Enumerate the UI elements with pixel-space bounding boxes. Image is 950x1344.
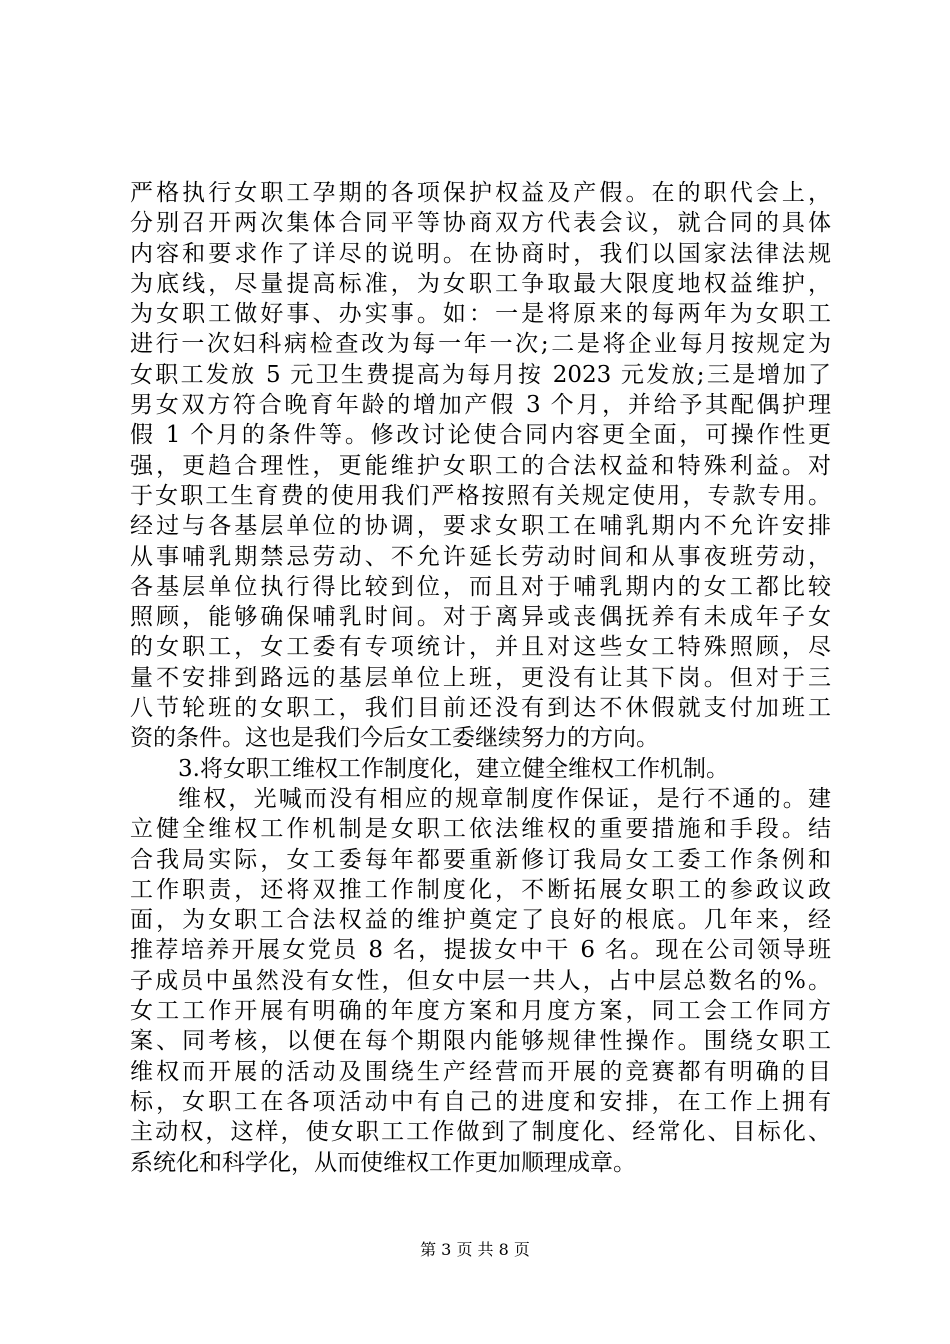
text-line: 资的条件。这也是我们今后女工委继续努力的方向。 bbox=[130, 725, 659, 752]
text-line: 各基层单位执行得比较到位，而且对于哺乳期内的女工都比较 bbox=[130, 573, 831, 600]
text-line: 3.将女职工维权工作制度化，建立健全维权工作机制。 bbox=[178, 755, 729, 782]
text-line: 内容和要求作了详尽的说明。在协商时，我们以国家法律法规 bbox=[130, 240, 831, 267]
text-line: 的女职工，女工委有专项统计，并且对这些女工特殊照顾，尽 bbox=[130, 634, 831, 661]
text-line: 系统化和科学化，从而使维权工作更加顺理成章。 bbox=[130, 1149, 636, 1176]
text-line: 照顾，能够确保哺乳时间。对于离异或丧偶抚养有未成年子女 bbox=[130, 604, 831, 631]
text-line: 子成员中虽然没有女性，但女中层一共人，占中层总数名的%。 bbox=[130, 967, 831, 994]
text-line: 量不安排到路远的基层单位上班，更没有让其下岗。但对于三 bbox=[130, 664, 831, 691]
text-line: 分别召开两次集体合同平等协商双方代表会议，就合同的具体 bbox=[130, 210, 831, 237]
text-line: 进行一次妇科病检查改为每一年一次;二是将企业每月按规定为 bbox=[130, 331, 831, 358]
body-text bbox=[130, 178, 831, 1178]
page-footer: 第 3 页 共 8 页 bbox=[420, 1240, 530, 1259]
text-line: 假 1 个月的条件等。修改讨论使合同内容更全面，可操作性更 bbox=[130, 422, 831, 449]
text-line: 女职工发放 5 元卫生费提高为每月按 2023 元发放;三是增加了 bbox=[130, 361, 831, 388]
text-line: 立健全维权工作机制是女职工依法维权的重要措施和手段。结 bbox=[130, 816, 831, 843]
text-line: 八节轮班的女职工，我们目前还没有到达不休假就支付加班工 bbox=[130, 695, 831, 722]
text-line: 主动权，这样，使女职工工作做到了制度化、经常化、目标化、 bbox=[130, 1119, 831, 1146]
text-line: 为女职工做好事、办实事。如：一是将原来的每两年为女职工 bbox=[130, 301, 831, 328]
text-line: 维权而开展的活动及围绕生产经营而开展的竞赛都有明确的目 bbox=[130, 1058, 831, 1085]
text-line: 男女双方符合晚育年龄的增加产假 3 个月，并给予其配偶护理 bbox=[130, 392, 831, 419]
text-line: 女工工作开展有明确的年度方案和月度方案，同工会工作同方 bbox=[130, 998, 831, 1025]
text-line: 严格执行女职工孕期的各项保护权益及产假。在的职代会上， bbox=[130, 180, 831, 206]
text-line: 为底线，尽量提高标准，为女职工争取最大限度地权益维护， bbox=[130, 270, 831, 297]
text-line: 维权，光喊而没有相应的规章制度作保证，是行不通的。建 bbox=[178, 785, 831, 812]
text-line: 面，为女职工合法权益的维护奠定了良好的根底。几年来，经 bbox=[130, 907, 831, 934]
text-line: 强，更趋合理性，更能维护女职工的合法权益和特殊利益。对 bbox=[130, 452, 831, 479]
text-line: 经过与各基层单位的协调，要求女职工在哺乳期内不允许安排 bbox=[130, 513, 831, 540]
text-line: 合我局实际，女工委每年都要重新修订我局女工委工作条例和 bbox=[130, 846, 831, 873]
text-line: 从事哺乳期禁忌劳动、不允许延长劳动时间和从事夜班劳动， bbox=[130, 543, 831, 570]
text-line: 工作职责，还将双推工作制度化，不断拓展女职工的参政议政 bbox=[130, 876, 831, 903]
text-line: 标，女职工在各项活动中有自己的进度和安排，在工作上拥有 bbox=[130, 1088, 831, 1115]
text-line: 案、同考核，以便在每个期限内能够规律性操作。围绕女职工 bbox=[130, 1028, 831, 1055]
text-line: 推荐培养开展女党员 8 名，提拔女中干 6 名。现在公司领导班 bbox=[130, 937, 831, 964]
text-line: 于女职工生育费的使用我们严格按照有关规定使用，专款专用。 bbox=[130, 482, 831, 509]
